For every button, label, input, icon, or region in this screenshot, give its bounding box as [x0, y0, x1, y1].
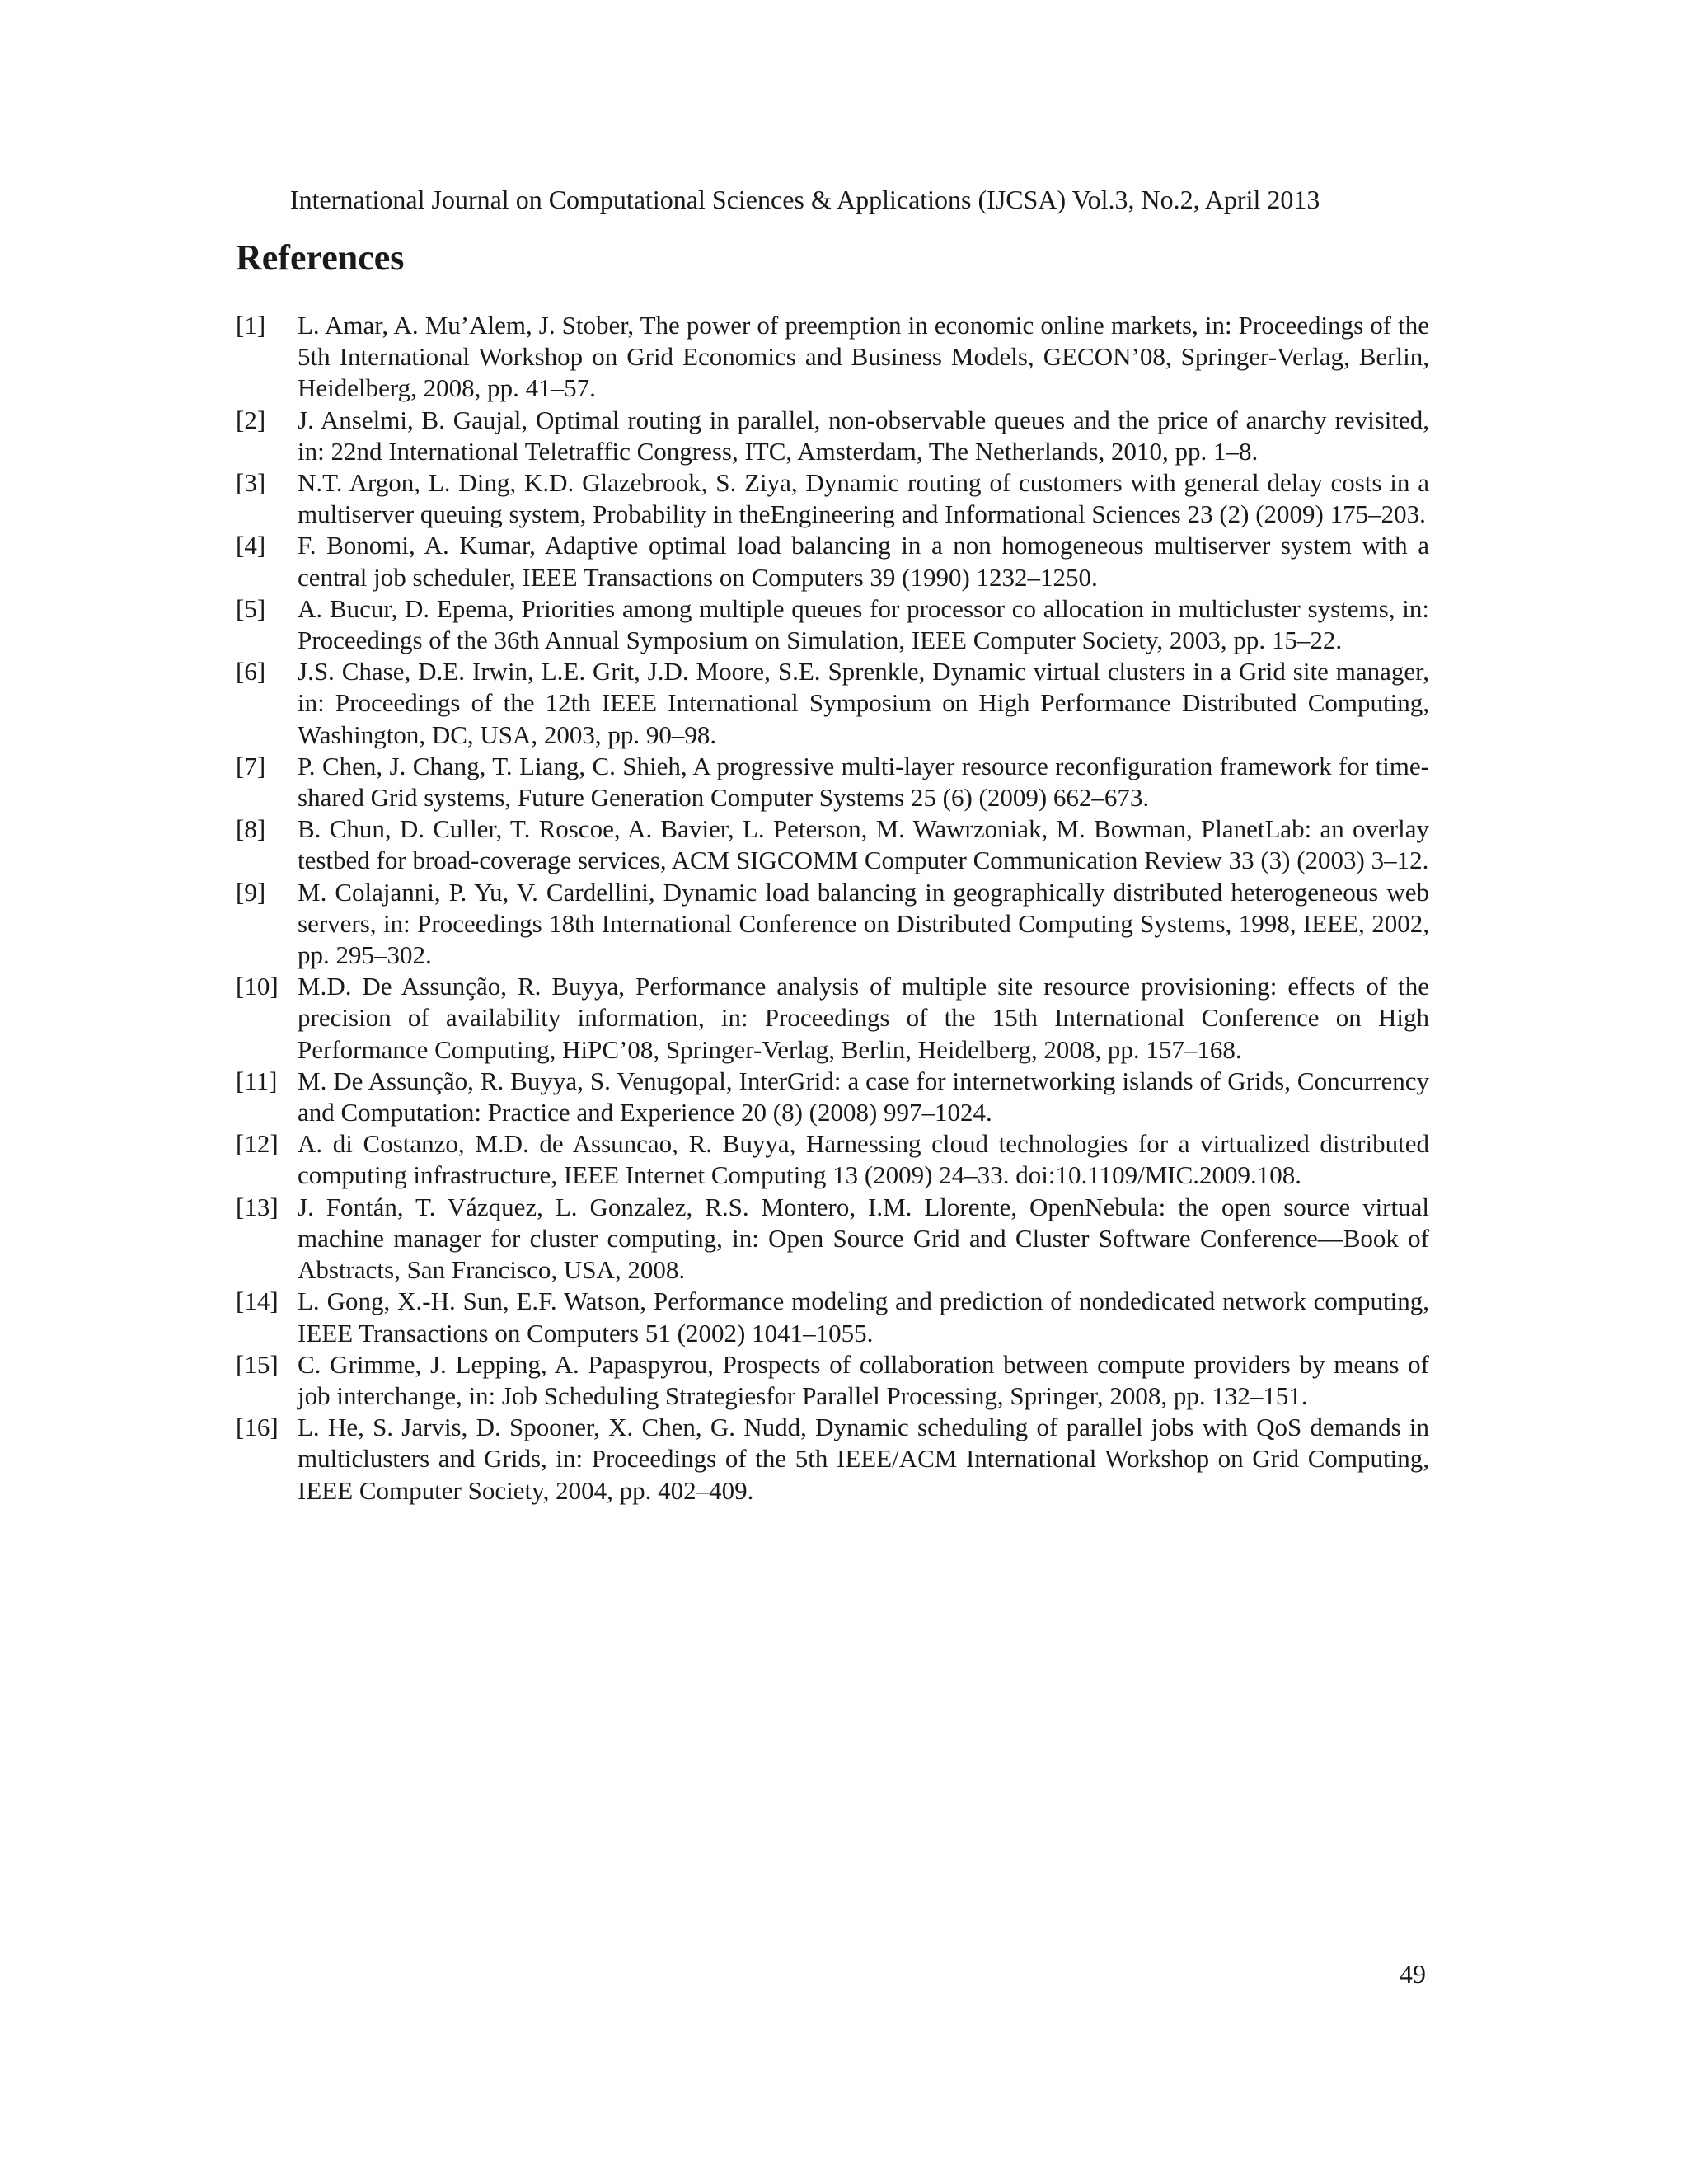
reference-number: [8] [236, 814, 266, 844]
reference-list [236, 310, 1429, 1507]
reference-text: F. Bonomi, A. Kumar, Adaptive optimal load balancing in a non homogeneous multiserver system with a central job scheduler, IEEE Transactions on Computers 39 (1990) 1232–1250. [298, 531, 1429, 592]
reference-number: [15] [236, 1349, 279, 1379]
reference-number: [5] [236, 593, 266, 623]
reference-item [236, 310, 1429, 405]
reference-number: [4] [236, 531, 266, 560]
reference-number: [14] [236, 1286, 279, 1316]
reference-item [236, 405, 1429, 467]
reference-number: [1] [236, 311, 266, 340]
running-header: International Journal on Computational Sciences & Applications (IJCSA) Vol.3, No.2, April 2013 [290, 185, 1320, 214]
reference-text: A. di Costanzo, M.D. de Assuncao, R. Buyya, Harnessing cloud technologies for a virtualized distributed computing infrastructure, IEEE Internet Computing 13 (2009) 24–33. doi:10.1109/MIC.2009.108. [298, 1129, 1429, 1190]
reference-number: [16] [236, 1413, 279, 1442]
reference-text: N.T. Argon, L. Ding, K.D. Glazebrook, S. Ziya, Dynamic routing of customers with general delay costs in a multiserver queuing system, Probability in theEngineering and Informational Sciences 23 (2) (2009) 175–203. [298, 468, 1429, 529]
reference-number: [12] [236, 1129, 279, 1159]
reference-number: [9] [236, 877, 266, 907]
reference-number: [7] [236, 751, 266, 780]
reference-item [236, 1412, 1429, 1507]
reference-text: B. Chun, D. Culler, T. Roscoe, A. Bavier, L. Peterson, M. Wawrzoniak, M. Bowman, PlanetLab: an overlay testbed for broad-coverage services, ACM SIGCOMM Computer Communication Review 33 (3) (2003) 3–12. [298, 814, 1429, 875]
reference-text: M. Colajanni, P. Yu, V. Cardellini, Dynamic load balancing in geographically distributed heterogeneous web servers, in: Proceedings 18th International Conference on Distributed Computing Systems, 1998, IEEE, 2002, pp. 295–302. [298, 877, 1429, 970]
reference-item [236, 971, 1429, 1066]
reference-text: A. Bucur, D. Epema, Priorities among multiple queues for processor co allocation in multicluster systems, in: Proceedings of the 36th Annual Symposium on Simulation, IEEE Computer Society, 2003, pp. 15–22. [298, 593, 1429, 655]
reference-item [236, 751, 1429, 813]
reference-text: C. Grimme, J. Lepping, A. Papaspyrou, Prospects of collaboration between compute providers by means of job interchange, in: Job Scheduling Strategiesfor Parallel Processing, Springer, 2008, pp. 132–151. [298, 1349, 1429, 1410]
reference-item [236, 813, 1429, 876]
reference-item [236, 530, 1429, 593]
reference-item [236, 1066, 1429, 1128]
reference-item [236, 593, 1429, 656]
page-number: 49 [1400, 1959, 1426, 1989]
reference-text: L. Amar, A. Mu’Alem, J. Stober, The power of preemption in economic online markets, in: Proceedings of the 5th International Workshop on Grid Economics and Business Models, GECON’08, Springer-Verlag, Berlin, Heidelberg, 2008, pp. 41–57. [298, 311, 1429, 403]
reference-item [236, 656, 1429, 751]
reference-number: [6] [236, 657, 266, 687]
reference-item [236, 467, 1429, 530]
reference-number: [2] [236, 405, 266, 434]
reference-item [236, 1128, 1429, 1191]
reference-text: J. Fontán, T. Vázquez, L. Gonzalez, R.S. Montero, I.M. Llorente, OpenNebula: the open source virtual machine manager for cluster computing, in: Open Source Grid and Cluster Software Conference—Book of Abstracts, San Francisco, USA, 2008. [298, 1192, 1429, 1285]
reference-number: [3] [236, 468, 266, 498]
reference-item [236, 877, 1429, 972]
reference-number: [13] [236, 1192, 279, 1221]
reference-number: [11] [236, 1066, 278, 1095]
reference-text: L. He, S. Jarvis, D. Spooner, X. Chen, G. Nudd, Dynamic scheduling of parallel jobs with QoS demands in multiclusters and Grids, in: Proceedings of the 5th IEEE/ACM International Workshop on Grid Computing, IEEE Computer Society, 2004, pp. 402–409. [298, 1413, 1429, 1505]
reference-text: L. Gong, X.-H. Sun, E.F. Watson, Performance modeling and prediction of nondedicated network computing, IEEE Transactions on Computers 51 (2002) 1041–1055. [298, 1286, 1429, 1347]
section-title: References [236, 237, 405, 278]
reference-text: J.S. Chase, D.E. Irwin, L.E. Grit, J.D. Moore, S.E. Sprenkle, Dynamic virtual clusters in a Grid site manager, in: Proceedings of the 12th IEEE International Symposium on High Performance Distributed Computing, Washington, DC, USA, 2003, pp. 90–98. [298, 657, 1429, 749]
reference-item [236, 1192, 1429, 1286]
reference-item [236, 1349, 1429, 1412]
reference-item [236, 1286, 1429, 1348]
reference-text: M. De Assunção, R. Buyya, S. Venugopal, InterGrid: a case for internetworking islands of Grids, Concurrency and Computation: Practice and Experience 20 (8) (2008) 997–1024. [298, 1066, 1429, 1127]
reference-text: M.D. De Assunção, R. Buyya, Performance analysis of multiple site resource provisioning: effects of the precision of availability information, in: Proceedings of the 15th International Conference on High Performance Computing, HiPC’08, Springer-Verlag, Berlin, Heidelberg, 2008, pp. 157–168. [298, 972, 1429, 1064]
reference-number: [10] [236, 972, 279, 1001]
reference-text: P. Chen, J. Chang, T. Liang, C. Shieh, A progressive multi-layer resource reconfiguration framework for time-shared Grid systems, Future Generation Computer Systems 25 (6) (2009) 662–673. [298, 751, 1429, 813]
reference-text: J. Anselmi, B. Gaujal, Optimal routing in parallel, non-observable queues and the price of anarchy revisited, in: 22nd International Teletraffic Congress, ITC, Amsterdam, The Netherlands, 2010, pp. 1–8. [298, 405, 1429, 466]
